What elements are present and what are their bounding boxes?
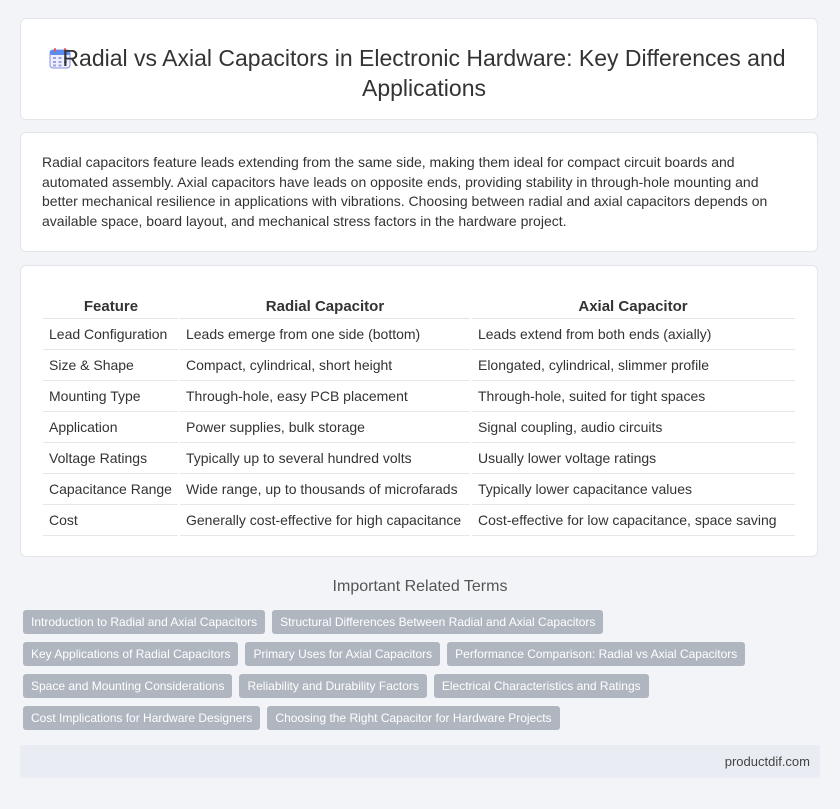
- table-row: [43, 474, 795, 505]
- table-cell: Typically up to several hundred volts: [179, 443, 471, 474]
- table-cell: Generally cost-effective for high capacitance: [179, 505, 471, 536]
- related-term-tag[interactable]: Key Applications of Radial Capacitors: [23, 642, 238, 666]
- related-term-tag[interactable]: Introduction to Radial and Axial Capacitors: [23, 610, 265, 634]
- related-terms: [23, 610, 813, 738]
- table-cell: Leads extend from both ends (axially): [471, 319, 795, 350]
- title-card: [20, 18, 818, 120]
- intro-paragraph: Radial capacitors feature leads extending from the same side, making them ideal for compact circuit boards and automated assembly. Axial capacitors have leads on opposite ends, providing stability in through-hole mounting and better mechanical resilience in applications with vibrations. Choosing between radial and axial capacitors depends on available space, board layout, and mechanical stress factors in the hardware project.: [42, 154, 768, 229]
- tag-row: [23, 706, 813, 730]
- intro-card: [20, 132, 818, 252]
- related-term-tag[interactable]: Choosing the Right Capacitor for Hardware Projects: [267, 706, 559, 730]
- table-cell: Application: [43, 412, 179, 443]
- table-cell: Signal coupling, audio circuits: [471, 412, 795, 443]
- column-header-feature: Feature: [43, 296, 179, 319]
- table-cell: Elongated, cylindrical, slimmer profile: [471, 350, 795, 381]
- related-term-tag[interactable]: Primary Uses for Axial Capacitors: [245, 642, 440, 666]
- table-cell: Mounting Type: [43, 381, 179, 412]
- tag-row: [23, 674, 813, 698]
- table-cell: Capacitance Range: [43, 474, 179, 505]
- table-cell: Size & Shape: [43, 350, 179, 381]
- table-cell: Voltage Ratings: [43, 443, 179, 474]
- table-cell: Cost-effective for low capacitance, space saving: [471, 505, 795, 536]
- table-row: [43, 412, 795, 443]
- column-header-axial: Axial Capacitor: [471, 296, 795, 319]
- tag-row: [23, 610, 813, 634]
- page-title: Radial vs Axial Capacitors in Electronic Hardware: Key Differences and Applications: [62, 45, 786, 101]
- table-cell: Cost: [43, 505, 179, 536]
- table-row: [43, 505, 795, 536]
- tag-row: [23, 642, 813, 666]
- related-terms-title: Important Related Terms: [332, 578, 508, 595]
- table-cell: Through-hole, suited for tight spaces: [471, 381, 795, 412]
- table-cell: Typically lower capacitance values: [471, 474, 795, 505]
- column-header-radial: Radial Capacitor: [179, 296, 471, 319]
- table-cell: Lead Configuration: [43, 319, 179, 350]
- comparison-table: [43, 296, 795, 536]
- table-row: [43, 350, 795, 381]
- table-cell: Through-hole, easy PCB placement: [179, 381, 471, 412]
- table-cell: Leads emerge from one side (bottom): [179, 319, 471, 350]
- related-term-tag[interactable]: Electrical Characteristics and Ratings: [434, 674, 649, 698]
- table-row: [43, 443, 795, 474]
- table-row: [43, 319, 795, 350]
- table-cell: Compact, cylindrical, short height: [179, 350, 471, 381]
- footer: [20, 745, 820, 778]
- comparison-card: [20, 265, 818, 557]
- table-header-row: [43, 296, 795, 319]
- table-cell: Usually lower voltage ratings: [471, 443, 795, 474]
- footer-site-link[interactable]: productdif.com: [724, 754, 810, 769]
- table-cell: Wide range, up to thousands of microfarads: [179, 474, 471, 505]
- related-term-tag[interactable]: Reliability and Durability Factors: [239, 674, 426, 698]
- table-row: [43, 381, 795, 412]
- related-term-tag[interactable]: Cost Implications for Hardware Designers: [23, 706, 260, 730]
- related-term-tag[interactable]: Structural Differences Between Radial and Axial Capacitors: [272, 610, 603, 634]
- related-term-tag[interactable]: Space and Mounting Considerations: [23, 674, 232, 698]
- table-cell: Power supplies, bulk storage: [179, 412, 471, 443]
- related-term-tag[interactable]: Performance Comparison: Radial vs Axial Capacitors: [447, 642, 745, 666]
